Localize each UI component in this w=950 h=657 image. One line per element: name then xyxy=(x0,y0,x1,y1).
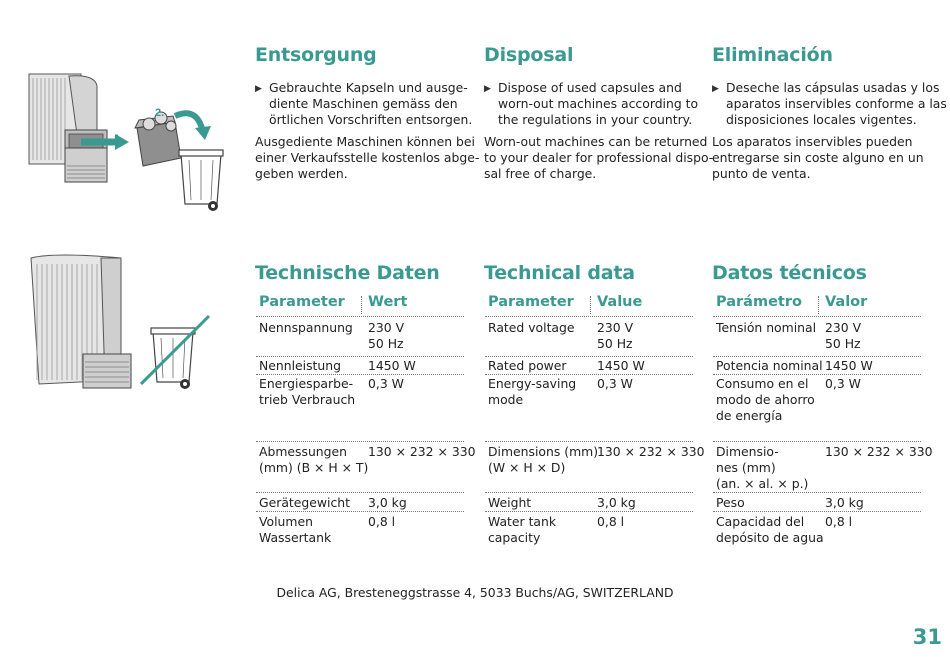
table-header xyxy=(713,294,921,317)
column-divider xyxy=(590,296,591,314)
value-cell: 3,0 kg xyxy=(825,495,864,510)
paragraph-de: Ausgediente Maschinen können bei einer Verkaufsstelle kostenlos abge- geben werden. xyxy=(255,134,480,181)
page-number: 31 xyxy=(912,625,942,649)
value-cell: 230 V 50 Hz xyxy=(368,320,405,351)
parameter-cell: Peso xyxy=(716,495,745,510)
capsule-container-icon xyxy=(135,112,181,166)
value-cell: 3,0 kg xyxy=(597,495,636,510)
column-header-value: Value xyxy=(597,294,643,310)
paragraph-en: Worn-out machines can be returned to your dealer for professional dispo- sal free of charge. xyxy=(484,134,714,181)
triangle-bullet-icon: ▶ xyxy=(712,84,719,94)
parameter-cell: Weight xyxy=(488,495,532,510)
waste-bin-icon xyxy=(179,150,223,211)
parameter-cell: Capacidad del depósito de agua xyxy=(716,514,824,545)
triangle-bullet-icon: ▶ xyxy=(255,84,262,94)
parameter-cell: Consumo en el modo de ahorro de energía xyxy=(716,376,815,423)
row-divider xyxy=(713,511,921,512)
row-divider xyxy=(485,374,693,375)
value-cell: 0,8 l xyxy=(825,514,853,529)
row-divider xyxy=(485,511,693,512)
value-cell: 230 V 50 Hz xyxy=(825,320,862,351)
parameter-cell: Nennspannung xyxy=(259,320,353,335)
parameter-cell: Dimensio- nes (mm) (an. × al. × p.) xyxy=(716,444,809,491)
parameter-cell: Volumen Wassertank xyxy=(259,514,332,545)
value-cell: 0,3 W xyxy=(825,376,861,391)
row-divider xyxy=(485,356,693,357)
value-cell: 3,0 kg xyxy=(368,495,407,510)
parameter-cell: Water tank capacity xyxy=(488,514,557,545)
tech-table-es xyxy=(713,294,933,554)
heading-disposal: Disposal xyxy=(484,44,574,66)
heading-eliminacion: Eliminación xyxy=(712,44,833,66)
column-header-parameter: Parámetro xyxy=(716,294,802,310)
crossed-bin-icon xyxy=(141,316,209,389)
bullet-en: ▶ Dispose of used capsules and worn-out machines according to the regulations in your country. xyxy=(484,80,699,127)
heading-technische-daten: Technische Daten xyxy=(255,262,440,284)
table-header xyxy=(256,294,464,317)
column-header-parameter: Parameter xyxy=(259,294,345,310)
row-divider xyxy=(713,441,921,442)
value-cell: 1450 W xyxy=(368,358,416,373)
parameter-cell: Potencia nominal xyxy=(716,358,823,373)
machine-weee-illustration xyxy=(25,250,225,395)
column-divider xyxy=(818,296,819,314)
step-2-label: 2. xyxy=(155,107,165,119)
row-divider xyxy=(485,492,693,493)
triangle-bullet-icon: ▶ xyxy=(484,84,491,94)
parameter-cell: Gerätegewicht xyxy=(259,495,350,510)
heading-datos-tecnicos: Datos técnicos xyxy=(712,262,867,284)
value-cell: 130 × 232 × 330 xyxy=(825,444,933,459)
parameter-cell: Energy-saving mode xyxy=(488,376,577,407)
parameter-cell: Tensión nominal xyxy=(716,320,817,335)
footer-address: Delica AG, Bresteneggstrasse 4, 5033 Buchs/AG, SWITZERLAND xyxy=(276,585,674,600)
value-cell: 130 × 232 × 330 xyxy=(597,444,705,459)
value-cell: 230 V 50 Hz xyxy=(597,320,634,351)
parameter-cell: Rated voltage xyxy=(488,320,575,335)
row-divider xyxy=(713,356,921,357)
column-header-parameter: Parameter xyxy=(488,294,574,310)
row-divider xyxy=(713,492,921,493)
tech-table-de xyxy=(256,294,476,554)
value-cell: 0,8 l xyxy=(597,514,625,529)
coffee-machine-icon xyxy=(31,255,131,388)
row-divider xyxy=(256,374,464,375)
value-cell: 1450 W xyxy=(825,358,873,373)
column-header-value: Valor xyxy=(825,294,868,310)
parameter-cell: Dimensions (mm) (W × H × D) xyxy=(488,444,599,475)
column-divider xyxy=(361,296,362,314)
column-header-value: Wert xyxy=(368,294,408,310)
bullet-de: ▶ Gebrauchte Kapseln und ausge- diente Maschinen gemäss den örtlichen Vorschriften entsorgen. xyxy=(255,80,473,127)
coffee-machine-icon xyxy=(29,74,107,182)
value-cell: 0,3 W xyxy=(368,376,404,391)
capsule-disposal-illustration xyxy=(25,70,245,215)
row-divider xyxy=(256,441,464,442)
parameter-cell: Rated power xyxy=(488,358,567,373)
step-1-label: 1. xyxy=(114,133,124,145)
parameter-cell: Abmessungen (mm) (B × H × T) xyxy=(259,444,369,475)
row-divider xyxy=(256,492,464,493)
bullet-es: ▶ Deseche las cápsulas usadas y los aparatos inservibles conforme a las disposiciones locales vigentes. xyxy=(712,80,947,127)
row-divider xyxy=(485,441,693,442)
row-divider xyxy=(256,511,464,512)
table-header xyxy=(485,294,693,317)
parameter-cell: Nennleistung xyxy=(259,358,341,373)
heading-entsorgung: Entsorgung xyxy=(255,44,377,66)
value-cell: 0,8 l xyxy=(368,514,396,529)
parameter-cell: Energiesparbe- trieb Verbrauch xyxy=(259,376,356,407)
value-cell: 1450 W xyxy=(597,358,645,373)
value-cell: 0,3 W xyxy=(597,376,633,391)
heading-technical-data: Technical data xyxy=(484,262,635,284)
value-cell: 130 × 232 × 330 xyxy=(368,444,476,459)
row-divider xyxy=(713,374,921,375)
row-divider xyxy=(256,356,464,357)
paragraph-es: Los aparatos inservibles pueden entregarse sin coste alguno en un punto de venta. xyxy=(712,134,924,181)
tech-table-en xyxy=(485,294,705,554)
